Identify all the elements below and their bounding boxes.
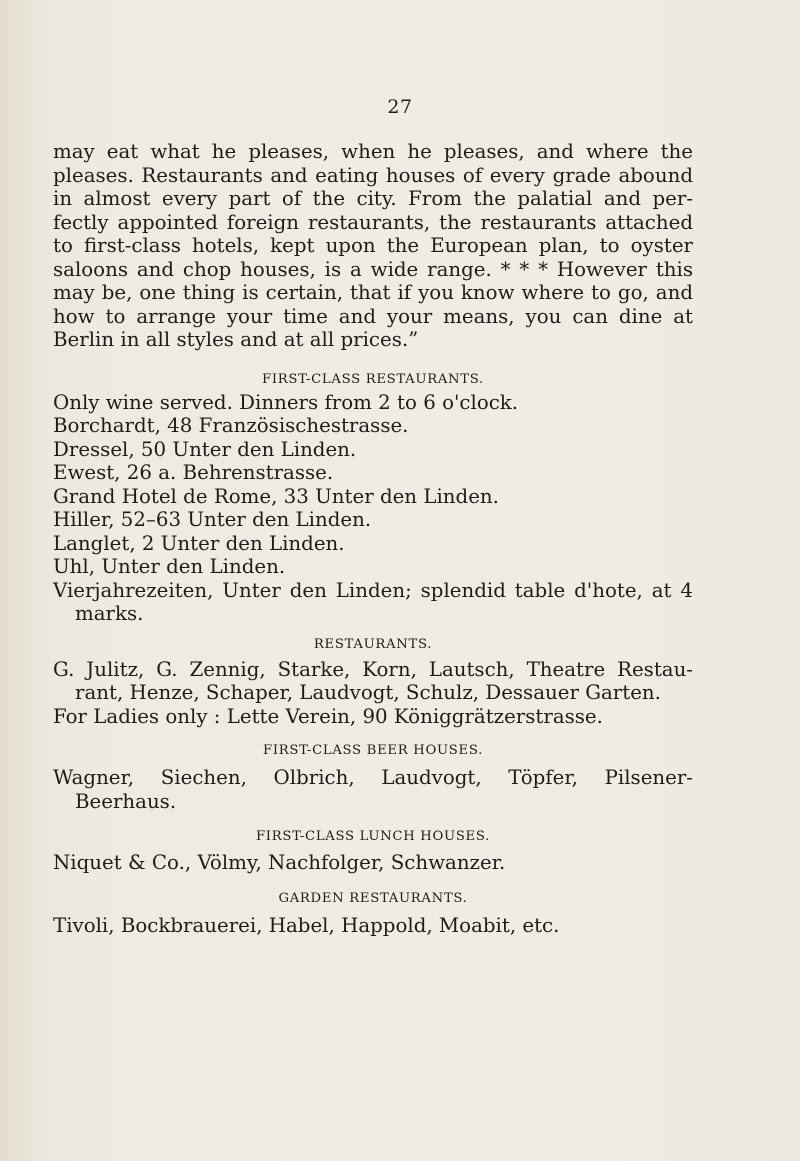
section-heading-first-class-restaurants: FIRST-CLASS RESTAURANTS. xyxy=(262,371,484,387)
list-item: G. Julitz, G. Zennig, Starke, Korn, Lautsch, Theatre Restau- rant, Henze, Schaper, Laudvogt, Schulz, Dessauer Garten. xyxy=(53,657,693,704)
first-class-restaurants-list xyxy=(53,391,693,626)
list-item: Uhl, Unter den Linden. xyxy=(53,555,286,578)
list-item: Niquet & Co., Völmy, Nachfolger, Schwanzer. xyxy=(53,851,506,874)
beer-houses-list xyxy=(53,766,693,813)
list-item: For Ladies only : Lette Verein, 90 Königgrätzerstrasse. xyxy=(53,704,603,728)
list-item: Hiller, 52–63 Unter den Linden. xyxy=(53,508,372,531)
restaurants-list xyxy=(53,658,693,729)
section-heading-lunch-houses: FIRST-CLASS LUNCH HOUSES. xyxy=(255,829,491,844)
list-item: Langlet, 2 Unter den Linden. xyxy=(53,531,345,555)
list-item: Ewest, 26 a. Behrenstrasse. xyxy=(53,461,334,484)
section-heading-beer-houses: FIRST-CLASS BEER HOUSES. xyxy=(263,743,483,758)
section-heading-garden-restaurants: GARDEN RESTAURANTS. xyxy=(278,890,468,906)
list-item: Dressel, 50 Unter den Linden. xyxy=(53,437,357,461)
list-item: Only wine served. Dinners from 2 to 6 o'clock. xyxy=(53,390,519,414)
intro-paragraph: may eat what he pleases, when he pleases, and where the pleases. Restaurants and eating houses of every grade abound in almost every part of the city. From the palatial and per- fectly appointed foreign restaurants, the restaurants attached to first-class hotels, kept upon the European plan, to oyster saloons and chop houses, is a wide range. * * * However this may be, one thing is certain, that if you know where to go, and how to arrange your time and your means, you can dine at Berlin in all styles and at all prices.” xyxy=(53,140,693,351)
list-item: Wagner, Siechen, Olbrich, Laudvogt, Töpfer, Pilsener- Beerhaus. xyxy=(53,766,693,813)
list-item: Vierjahrezeiten, Unter den Linden; splendid table d'hote, at 4 marks. xyxy=(53,578,693,625)
lunch-houses-list xyxy=(53,851,693,875)
list-item: Grand Hotel de Rome, 33 Unter den Linden. xyxy=(53,484,499,508)
page-body xyxy=(53,140,693,937)
list-item: Borchardt, 48 Französischestrasse. xyxy=(53,414,409,437)
section-heading-restaurants: RESTAURANTS. xyxy=(313,636,433,652)
page-number: 27 xyxy=(387,96,413,118)
garden-restaurants-list xyxy=(53,914,693,938)
list-item: Tivoli, Bockbrauerei, Habel, Happold, Moabit, etc. xyxy=(53,913,560,937)
